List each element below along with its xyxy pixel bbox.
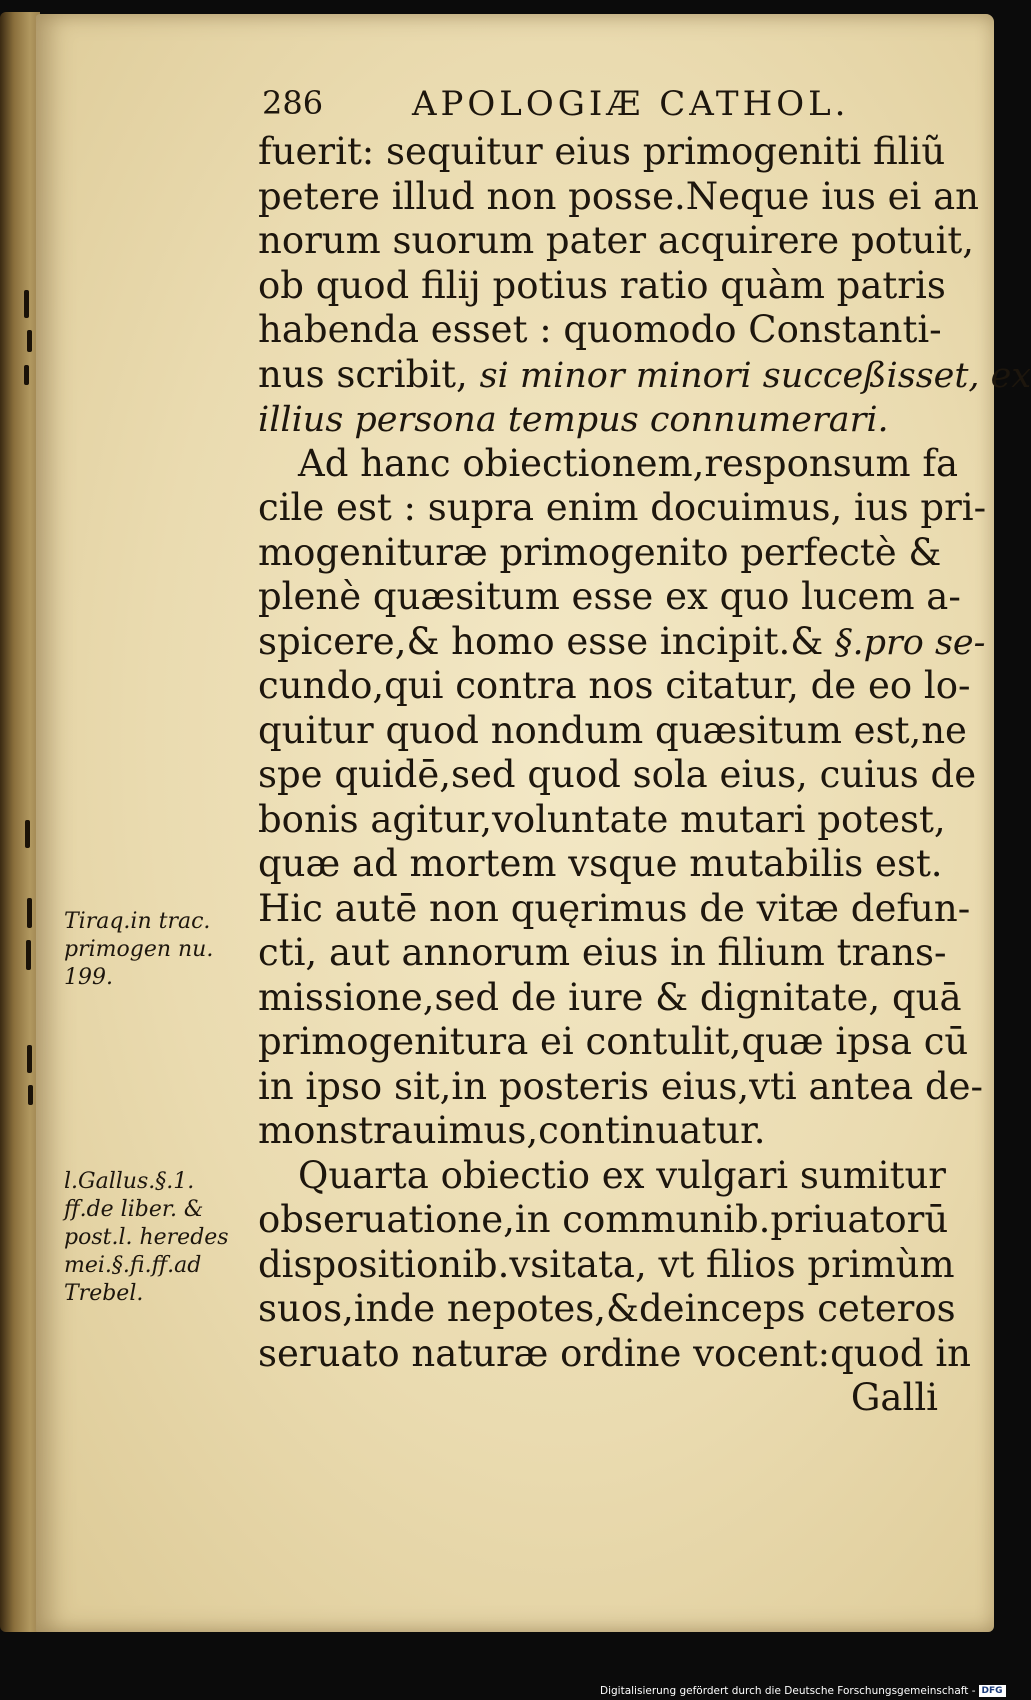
- text-line: monstrauimus,continuatur.: [258, 1109, 766, 1152]
- text-segment: spicere,& homo esse incipit.&: [258, 619, 824, 663]
- text-line: Hic autē non quęrimus de vitæ defun-: [258, 886, 971, 930]
- running-title: APOLOGIÆ CATHOL.: [412, 84, 850, 124]
- ink-bleed-mark: [24, 290, 29, 318]
- italic-citation: §.pro se-: [835, 622, 986, 663]
- paragraph-start: Ad hanc obiectionem,responsum fa: [298, 441, 959, 485]
- text-line: [258, 619, 986, 665]
- ink-bleed-mark: [25, 820, 30, 848]
- text-line: primogenitura ei contulit,quæ ipsa cū: [258, 1020, 969, 1063]
- text-line: ob quod filij potius ratio quàm patris: [258, 263, 946, 307]
- margin-note-line: 199.: [64, 965, 113, 990]
- margin-note-line: Tiraq.in trac.: [64, 909, 211, 934]
- page-number: 286: [262, 84, 324, 122]
- text-line: dispositionib.vsitata, vt filios primùm: [258, 1242, 955, 1286]
- paragraph-start: Quarta obiectio ex vulgari sumitur: [298, 1153, 946, 1197]
- italic-quote: illius persona tempus connumerari.: [258, 400, 889, 440]
- margin-note-tiraquellus: [64, 908, 254, 992]
- margin-note-line: primogen nu.: [64, 937, 214, 962]
- text-line: suos,inde nepotes,&deinceps ceteros: [258, 1287, 956, 1330]
- margin-note-legal-citation: [64, 1168, 254, 1308]
- text-line: in ipso sit,in posteris eius,vti antea de-: [258, 1064, 984, 1108]
- text-line: petere illud non posse.Neque ius ei an: [258, 174, 979, 218]
- text-line: seruato naturæ ordine vocent:quod in: [258, 1331, 972, 1375]
- credit-text: Digitalisierung gefördert durch die Deutsche Forschungsgemeinschaft -: [600, 1685, 976, 1697]
- text-line: bonis agitur,voluntate mutari potest,: [258, 797, 946, 841]
- margin-note-line: post.l. heredes: [64, 1225, 229, 1250]
- text-line: cundo,qui contra nos citatur, de eo lo-: [258, 664, 971, 707]
- dfg-logo: DFG: [979, 1685, 1006, 1697]
- text-line: quitur quod nondum quæsitum est,ne: [258, 708, 967, 752]
- italic-quote: si minor minori succeßisset, ex: [479, 355, 1031, 396]
- margin-note-line: ff.de liber. &: [64, 1197, 204, 1222]
- text-line: [258, 397, 938, 442]
- text-line: [258, 352, 1031, 398]
- margin-note-line: Trebel.: [64, 1281, 144, 1306]
- text-segment: nus scribit,: [258, 352, 468, 396]
- text-line: obseruatione,in communib.priuatorū: [258, 1198, 949, 1241]
- ink-bleed-mark: [28, 1085, 33, 1105]
- margin-note-line: mei.§.fi.ff.ad: [64, 1253, 202, 1278]
- previous-page-edge: [0, 12, 40, 1632]
- ink-bleed-mark: [27, 330, 32, 352]
- catchword: Galli: [850, 1376, 938, 1419]
- body-text: [258, 130, 1031, 1421]
- text-line: habenda esset : quomodo Constanti-: [258, 308, 942, 351]
- text-line: cile est : supra enim docuimus, ius pri-: [258, 486, 987, 529]
- text-line: fuerit: sequitur eius primogeniti filiũ: [258, 130, 946, 173]
- page-header: [262, 84, 882, 130]
- text-line: plenè quæsitum esse ex quo lucem a-: [258, 575, 961, 618]
- text-line: cti, aut annorum eius in filium trans-: [258, 931, 947, 974]
- digitization-credit: [600, 1682, 1003, 1700]
- ink-bleed-mark: [27, 898, 32, 928]
- text-line: missione,sed de iure & dignitate, quā: [258, 975, 962, 1019]
- ink-bleed-mark: [24, 365, 29, 385]
- text-line: quæ ad mortem vsque mutabilis est.: [258, 842, 943, 885]
- margin-note-line: l.Gallus.§.1.: [64, 1169, 195, 1194]
- text-line: mogenituræ primogenito perfectè &: [258, 530, 942, 574]
- ink-bleed-mark: [27, 1045, 32, 1073]
- ink-bleed-mark: [26, 940, 31, 970]
- text-line: norum suorum pater acquirere potuit,: [258, 219, 975, 262]
- text-line: spe quidē,sed quod sola eius, cuius de: [258, 753, 977, 796]
